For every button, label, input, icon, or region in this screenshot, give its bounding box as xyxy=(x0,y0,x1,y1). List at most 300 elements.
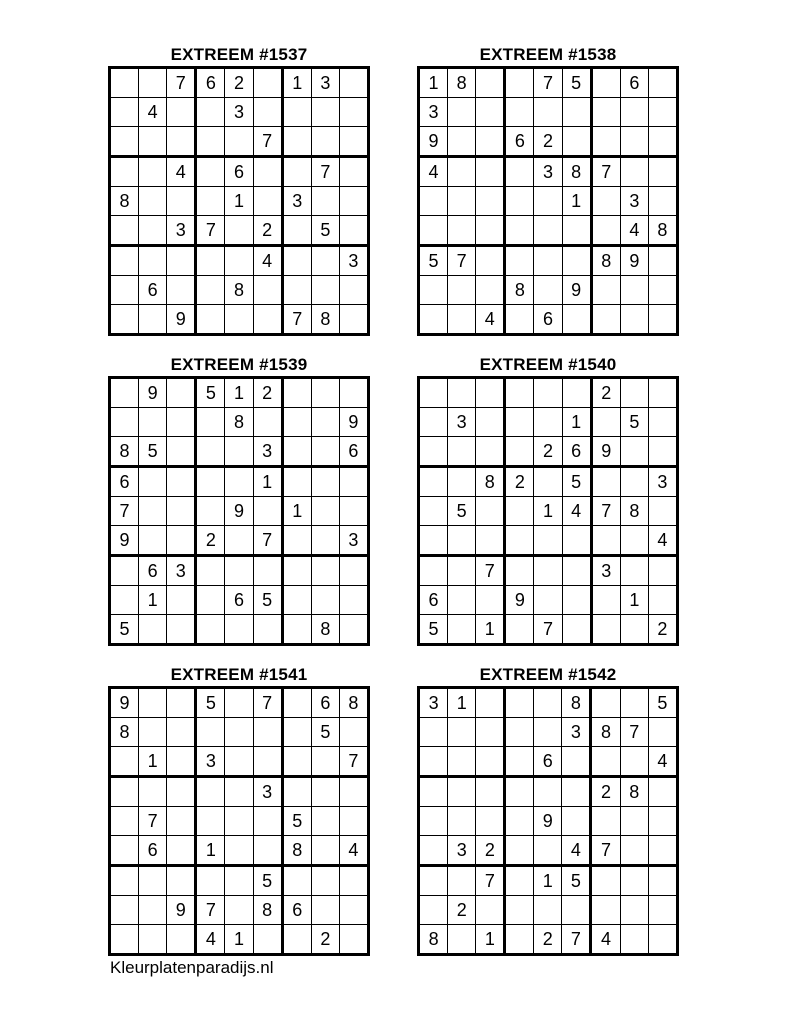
grid-cell: 8 xyxy=(591,246,620,276)
grid-cell: 3 xyxy=(282,187,311,216)
grid-cell xyxy=(110,896,139,925)
grid-cell xyxy=(562,556,591,586)
grid-cell xyxy=(591,408,620,437)
grid-cell xyxy=(196,777,225,807)
puzzle-title: EXTREEM #1542 xyxy=(479,665,617,684)
grid-cell: 9 xyxy=(620,246,648,276)
grid-cell: 4 xyxy=(419,157,448,187)
grid-cell xyxy=(311,246,339,276)
grid-cell: 2 xyxy=(253,378,282,408)
grid-cell xyxy=(648,305,677,335)
grid-cell xyxy=(253,807,282,836)
grid-cell xyxy=(311,127,339,157)
grid-cell: 1 xyxy=(253,467,282,497)
grid-cell xyxy=(339,305,368,335)
grid-cell: 6 xyxy=(196,68,225,98)
grid-cell xyxy=(648,556,677,586)
grid-cell: 6 xyxy=(110,467,139,497)
grid-cell xyxy=(311,187,339,216)
grid-cell xyxy=(505,98,534,127)
grid-cell xyxy=(339,68,368,98)
grid-cell xyxy=(419,378,448,408)
grid-cell xyxy=(167,777,196,807)
grid-cell: 2 xyxy=(253,216,282,246)
grid-cell: 2 xyxy=(591,378,620,408)
grid-cell xyxy=(311,836,339,866)
grid-cell xyxy=(139,408,167,437)
grid-row xyxy=(110,408,369,437)
sudoku-puzzle-1540 xyxy=(417,354,679,646)
grid-cell xyxy=(225,526,253,556)
grid-cell xyxy=(339,276,368,305)
grid-cell xyxy=(167,747,196,777)
grid-row xyxy=(419,526,678,556)
grid-cell: 4 xyxy=(562,497,591,526)
grid-cell: 7 xyxy=(448,246,476,276)
grid-cell xyxy=(505,246,534,276)
grid-cell xyxy=(110,98,139,127)
puzzle-title: EXTREEM #1540 xyxy=(479,355,617,374)
grid-cell xyxy=(505,556,534,586)
grid-cell xyxy=(253,747,282,777)
grid-cell xyxy=(620,276,648,305)
grid-cell xyxy=(282,747,311,777)
grid-cell xyxy=(339,127,368,157)
grid-cell xyxy=(419,305,448,335)
grid-cell xyxy=(591,68,620,98)
grid-cell xyxy=(139,187,167,216)
grid-cell xyxy=(282,408,311,437)
grid-cell: 9 xyxy=(534,807,562,836)
grid-cell xyxy=(476,127,505,157)
grid-cell xyxy=(311,896,339,925)
grid-cell xyxy=(534,246,562,276)
grid-cell xyxy=(282,216,311,246)
grid-cell xyxy=(419,187,448,216)
grid-cell xyxy=(196,276,225,305)
grid-row xyxy=(110,497,369,526)
grid-cell xyxy=(110,68,139,98)
grid-cell xyxy=(620,467,648,497)
site-credit: Kleurplatenparadijs.nl xyxy=(110,958,274,977)
grid-cell xyxy=(448,807,476,836)
sudoku-puzzle-1537 xyxy=(108,44,370,336)
grid-cell xyxy=(282,276,311,305)
grid-cell xyxy=(253,408,282,437)
grid-cell xyxy=(225,807,253,836)
grid-cell: 8 xyxy=(110,437,139,467)
grid-cell xyxy=(110,925,139,955)
grid-cell xyxy=(110,246,139,276)
grid-cell: 1 xyxy=(534,497,562,526)
grid-cell xyxy=(282,526,311,556)
grid-cell xyxy=(534,467,562,497)
grid-cell xyxy=(448,157,476,187)
grid-cell xyxy=(505,896,534,925)
grid-cell: 3 xyxy=(253,777,282,807)
grid-cell: 1 xyxy=(448,688,476,718)
grid-cell xyxy=(562,896,591,925)
grid-cell xyxy=(620,556,648,586)
grid-cell xyxy=(139,68,167,98)
grid-cell xyxy=(648,378,677,408)
grid-cell xyxy=(648,127,677,157)
grid-cell xyxy=(591,526,620,556)
grid-cell xyxy=(253,276,282,305)
grid-cell xyxy=(311,378,339,408)
grid-cell: 1 xyxy=(282,68,311,98)
grid-cell xyxy=(339,615,368,645)
grid-cell xyxy=(167,807,196,836)
grid-cell: 8 xyxy=(282,836,311,866)
grid-cell xyxy=(505,807,534,836)
grid-cell: 3 xyxy=(591,556,620,586)
grid-row xyxy=(110,718,369,747)
grid-cell: 7 xyxy=(253,127,282,157)
grid-cell xyxy=(648,497,677,526)
grid-cell: 3 xyxy=(225,98,253,127)
grid-row xyxy=(419,408,678,437)
grid-cell xyxy=(534,98,562,127)
grid-cell xyxy=(448,437,476,467)
grid-cell xyxy=(196,866,225,896)
grid-cell: 7 xyxy=(562,925,591,955)
grid-cell: 3 xyxy=(419,98,448,127)
grid-cell xyxy=(311,866,339,896)
grid-cell xyxy=(648,836,677,866)
grid-cell: 5 xyxy=(196,688,225,718)
grid-cell xyxy=(505,408,534,437)
grid-cell xyxy=(282,127,311,157)
grid-row xyxy=(419,777,678,807)
grid-cell xyxy=(505,866,534,896)
grid-cell: 1 xyxy=(225,187,253,216)
grid-cell xyxy=(419,777,448,807)
grid-cell xyxy=(311,437,339,467)
grid-cell: 4 xyxy=(196,925,225,955)
grid-cell xyxy=(505,157,534,187)
grid-cell xyxy=(534,688,562,718)
grid-cell xyxy=(591,187,620,216)
grid-cell xyxy=(648,68,677,98)
grid-cell xyxy=(253,305,282,335)
grid-cell: 8 xyxy=(311,305,339,335)
grid-cell xyxy=(225,896,253,925)
sudoku-grid xyxy=(108,376,370,646)
grid-cell xyxy=(110,747,139,777)
grid-cell xyxy=(562,98,591,127)
grid-row xyxy=(110,586,369,615)
grid-cell: 9 xyxy=(505,586,534,615)
grid-cell xyxy=(282,688,311,718)
grid-cell xyxy=(591,127,620,157)
grid-cell: 2 xyxy=(534,437,562,467)
grid-cell xyxy=(253,556,282,586)
grid-cell xyxy=(225,718,253,747)
grid-row xyxy=(419,68,678,98)
grid-cell xyxy=(534,187,562,216)
grid-cell xyxy=(448,866,476,896)
grid-cell xyxy=(476,497,505,526)
grid-cell xyxy=(419,836,448,866)
grid-cell: 8 xyxy=(448,68,476,98)
grid-cell xyxy=(167,526,196,556)
grid-cell xyxy=(620,305,648,335)
grid-cell xyxy=(167,437,196,467)
grid-cell xyxy=(448,216,476,246)
grid-row xyxy=(110,925,369,955)
grid-cell xyxy=(339,216,368,246)
grid-cell xyxy=(505,305,534,335)
grid-cell xyxy=(253,497,282,526)
grid-cell xyxy=(139,615,167,645)
sudoku-grid xyxy=(417,66,679,336)
grid-row xyxy=(110,688,369,718)
grid-cell: 8 xyxy=(476,467,505,497)
grid-cell xyxy=(282,246,311,276)
grid-cell xyxy=(339,497,368,526)
grid-cell: 7 xyxy=(282,305,311,335)
sudoku-grid xyxy=(108,686,370,956)
grid-cell xyxy=(196,246,225,276)
grid-cell xyxy=(339,925,368,955)
grid-cell: 1 xyxy=(225,925,253,955)
grid-cell xyxy=(311,586,339,615)
grid-row xyxy=(419,467,678,497)
grid-row xyxy=(110,437,369,467)
grid-cell xyxy=(448,98,476,127)
grid-cell xyxy=(448,586,476,615)
grid-cell xyxy=(448,467,476,497)
puzzle-title: EXTREEM #1538 xyxy=(479,45,617,64)
grid-cell: 3 xyxy=(253,437,282,467)
grid-cell xyxy=(505,747,534,777)
grid-cell xyxy=(648,246,677,276)
grid-cell xyxy=(311,747,339,777)
grid-cell: 1 xyxy=(282,497,311,526)
grid-cell xyxy=(620,157,648,187)
grid-row xyxy=(419,866,678,896)
grid-cell xyxy=(311,497,339,526)
grid-cell xyxy=(419,896,448,925)
grid-cell xyxy=(139,777,167,807)
grid-cell: 4 xyxy=(648,747,677,777)
grid-row xyxy=(419,437,678,467)
grid-cell xyxy=(448,127,476,157)
grid-cell xyxy=(591,586,620,615)
grid-cell: 3 xyxy=(534,157,562,187)
grid-cell xyxy=(534,276,562,305)
grid-cell xyxy=(311,276,339,305)
grid-cell: 8 xyxy=(311,615,339,645)
sudoku-puzzle-1539 xyxy=(108,354,370,646)
grid-cell xyxy=(476,157,505,187)
grid-cell: 5 xyxy=(620,408,648,437)
grid-row xyxy=(419,836,678,866)
grid-cell xyxy=(339,866,368,896)
grid-cell: 5 xyxy=(562,866,591,896)
grid-cell xyxy=(534,718,562,747)
grid-cell: 3 xyxy=(167,556,196,586)
grid-cell xyxy=(620,866,648,896)
grid-cell: 8 xyxy=(225,408,253,437)
grid-cell xyxy=(167,127,196,157)
grid-cell xyxy=(505,378,534,408)
grid-cell xyxy=(225,777,253,807)
grid-cell xyxy=(139,305,167,335)
grid-cell xyxy=(476,378,505,408)
grid-row xyxy=(419,896,678,925)
grid-cell xyxy=(534,378,562,408)
grid-cell: 8 xyxy=(620,777,648,807)
grid-cell xyxy=(476,246,505,276)
grid-cell: 4 xyxy=(648,526,677,556)
grid-cell xyxy=(110,157,139,187)
grid-cell xyxy=(196,437,225,467)
grid-cell: 6 xyxy=(139,556,167,586)
grid-cell: 5 xyxy=(311,216,339,246)
grid-cell xyxy=(648,437,677,467)
grid-cell: 8 xyxy=(253,896,282,925)
grid-cell: 8 xyxy=(562,157,591,187)
grid-cell: 7 xyxy=(139,807,167,836)
grid-cell xyxy=(648,718,677,747)
grid-cell: 1 xyxy=(139,747,167,777)
grid-cell xyxy=(139,157,167,187)
grid-cell xyxy=(339,378,368,408)
grid-row xyxy=(110,157,369,187)
grid-cell xyxy=(196,127,225,157)
grid-cell xyxy=(448,526,476,556)
grid-cell xyxy=(562,615,591,645)
grid-cell: 4 xyxy=(167,157,196,187)
grid-cell: 7 xyxy=(476,556,505,586)
grid-cell: 6 xyxy=(505,127,534,157)
grid-cell: 1 xyxy=(139,586,167,615)
grid-cell xyxy=(620,615,648,645)
grid-cell xyxy=(448,718,476,747)
grid-cell xyxy=(534,896,562,925)
grid-cell: 5 xyxy=(562,467,591,497)
grid-cell xyxy=(591,807,620,836)
grid-cell: 7 xyxy=(339,747,368,777)
grid-cell xyxy=(476,437,505,467)
grid-cell xyxy=(419,807,448,836)
grid-cell: 9 xyxy=(167,896,196,925)
grid-row xyxy=(419,276,678,305)
grid-cell xyxy=(419,718,448,747)
grid-cell xyxy=(167,187,196,216)
sudoku-puzzle-1542 xyxy=(417,664,679,956)
grid-cell xyxy=(591,467,620,497)
grid-row xyxy=(419,98,678,127)
grid-cell xyxy=(534,216,562,246)
grid-cell xyxy=(534,556,562,586)
grid-cell: 3 xyxy=(419,688,448,718)
grid-cell xyxy=(648,187,677,216)
grid-cell xyxy=(282,378,311,408)
grid-cell xyxy=(648,408,677,437)
grid-cell xyxy=(167,408,196,437)
grid-cell xyxy=(419,216,448,246)
grid-cell xyxy=(225,615,253,645)
grid-cell xyxy=(196,187,225,216)
grid-cell xyxy=(648,925,677,955)
grid-cell: 5 xyxy=(110,615,139,645)
grid-cell xyxy=(110,556,139,586)
grid-cell: 8 xyxy=(110,187,139,216)
grid-cell xyxy=(620,807,648,836)
grid-cell xyxy=(253,718,282,747)
grid-cell xyxy=(591,216,620,246)
grid-cell: 7 xyxy=(534,68,562,98)
grid-cell xyxy=(419,526,448,556)
grid-cell xyxy=(339,467,368,497)
grid-cell xyxy=(505,68,534,98)
sudoku-grid xyxy=(417,686,679,956)
grid-cell xyxy=(648,276,677,305)
grid-cell xyxy=(139,497,167,526)
grid-cell: 9 xyxy=(591,437,620,467)
grid-row xyxy=(419,187,678,216)
grid-cell: 7 xyxy=(253,526,282,556)
grid-cell: 3 xyxy=(196,747,225,777)
grid-row xyxy=(110,556,369,586)
grid-cell xyxy=(282,437,311,467)
grid-cell: 8 xyxy=(110,718,139,747)
grid-cell xyxy=(620,98,648,127)
grid-cell xyxy=(167,688,196,718)
grid-cell xyxy=(562,526,591,556)
grid-row xyxy=(110,187,369,216)
grid-cell xyxy=(476,187,505,216)
grid-cell xyxy=(562,777,591,807)
grid-cell xyxy=(562,127,591,157)
grid-cell xyxy=(648,777,677,807)
grid-cell xyxy=(253,615,282,645)
grid-cell: 7 xyxy=(253,688,282,718)
grid-cell xyxy=(620,688,648,718)
grid-cell xyxy=(648,807,677,836)
grid-cell xyxy=(110,777,139,807)
grid-cell: 7 xyxy=(534,615,562,645)
grid-cell xyxy=(282,718,311,747)
sudoku-grid xyxy=(108,66,370,336)
grid-cell xyxy=(196,807,225,836)
grid-cell: 6 xyxy=(139,276,167,305)
grid-cell: 5 xyxy=(311,718,339,747)
grid-cell xyxy=(591,866,620,896)
sudoku-puzzle-1538 xyxy=(417,44,679,336)
grid-cell xyxy=(282,615,311,645)
grid-cell xyxy=(448,925,476,955)
grid-row xyxy=(110,777,369,807)
grid-cell: 6 xyxy=(419,586,448,615)
grid-row xyxy=(419,378,678,408)
grid-cell: 7 xyxy=(110,497,139,526)
grid-cell xyxy=(505,437,534,467)
grid-cell xyxy=(167,378,196,408)
grid-cell: 3 xyxy=(311,68,339,98)
grid-cell xyxy=(167,467,196,497)
grid-cell: 5 xyxy=(448,497,476,526)
grid-cell: 2 xyxy=(311,925,339,955)
grid-cell xyxy=(253,836,282,866)
grid-cell xyxy=(339,718,368,747)
grid-cell xyxy=(339,157,368,187)
grid-cell xyxy=(311,777,339,807)
grid-cell xyxy=(620,836,648,866)
